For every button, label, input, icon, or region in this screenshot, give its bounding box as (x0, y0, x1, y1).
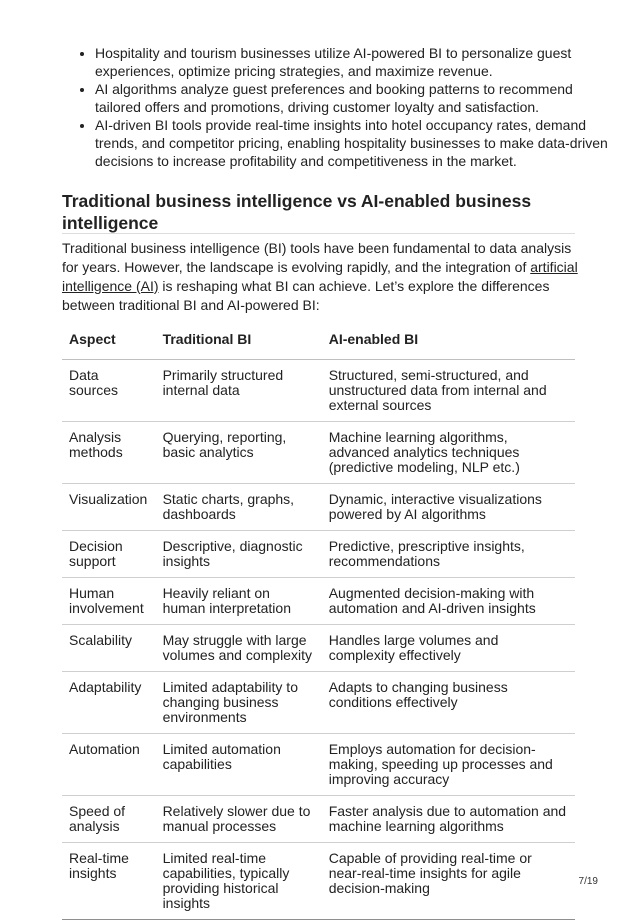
header-ai-enabled-bi: AI-enabled BI (322, 323, 575, 360)
header-aspect: Aspect (62, 323, 156, 360)
cell-traditional: Static charts, graphs, dashboards (156, 484, 322, 531)
cell-aspect: Speed of analysis (62, 796, 156, 843)
bullet-item: • AI-driven BI tools provide real-time insights into hotel occupancy rates, demand trends, and competitor pricing, enabling hospitality businesses to make data-driven decisions to increase profitability and competitiveness in the market. (95, 116, 615, 170)
cell-ai: Dynamic, interactive visualizations powered by AI algorithms (322, 484, 575, 531)
table-row (62, 360, 575, 422)
cell-traditional: Limited real-time capabilities, typically providing historical insights (156, 843, 322, 920)
cell-traditional: Relatively slower due to manual processes (156, 796, 322, 843)
cell-traditional: Primarily structured internal data (156, 360, 322, 422)
cell-aspect: Real-time insights (62, 843, 156, 920)
cell-ai: Faster analysis due to automation and machine learning algorithms (322, 796, 575, 843)
cell-aspect: Visualization (62, 484, 156, 531)
table-row (62, 578, 575, 625)
header-traditional-bi: Traditional BI (156, 323, 322, 360)
cell-aspect: Data sources (62, 360, 156, 422)
cell-ai: Machine learning algorithms, advanced analytics techniques (predictive modeling, NLP etc.) (322, 422, 575, 484)
comparison-table (62, 323, 575, 920)
table-row (62, 531, 575, 578)
cell-traditional: May struggle with large volumes and complexity (156, 625, 322, 672)
table-row (62, 734, 575, 796)
cell-traditional: Descriptive, diagnostic insights (156, 531, 322, 578)
heading-divider (62, 233, 575, 234)
cell-ai: Adapts to changing business conditions effectively (322, 672, 575, 734)
table-row (62, 843, 575, 920)
cell-ai: Structured, semi-structured, and unstructured data from internal and external sources (322, 360, 575, 422)
cell-ai: Capable of providing real-time or near-real-time insights for agile decision-making (322, 843, 575, 920)
bullet-list (62, 44, 615, 170)
cell-aspect: Adaptability (62, 672, 156, 734)
cell-traditional: Limited adaptability to changing business environments (156, 672, 322, 734)
cell-traditional: Heavily reliant on human interpretation (156, 578, 322, 625)
cell-ai: Handles large volumes and complexity effectively (322, 625, 575, 672)
section-heading: Traditional business intelligence vs AI-enabled business intelligence (62, 191, 532, 233)
intro-text-start: Traditional business intelligence (BI) tools have been fundamental to data analysis for years. However, the landscape is evolving rapidly, and the integration of (62, 240, 572, 275)
cell-aspect: Human involvement (62, 578, 156, 625)
table-header-row (62, 323, 575, 360)
page-number: 7/19 (578, 876, 598, 887)
cell-aspect: Scalability (62, 625, 156, 672)
intro-paragraph (62, 239, 582, 315)
bullet-item: • Hospitality and tourism businesses utilize AI-powered BI to personalize guest experiences, optimize pricing strategies, and maximize revenue. (95, 44, 615, 80)
table-row (62, 625, 575, 672)
cell-ai: Predictive, prescriptive insights, recommendations (322, 531, 575, 578)
cell-aspect: Automation (62, 734, 156, 796)
cell-traditional: Querying, reporting, basic analytics (156, 422, 322, 484)
cell-aspect: Analysis methods (62, 422, 156, 484)
cell-ai: Augmented decision-making with automation and AI-driven insights (322, 578, 575, 625)
bullet-item: • AI algorithms analyze guest preferences and booking patterns to recommend tailored offers and promotions, driving customer loyalty and satisfaction. (95, 80, 615, 116)
cell-ai: Employs automation for decision-making, speeding up processes and improving accuracy (322, 734, 575, 796)
ai-link[interactable]: artificial intelligence (AI) (62, 259, 578, 294)
table-row (62, 484, 575, 531)
table-row (62, 796, 575, 843)
cell-traditional: Limited automation capabilities (156, 734, 322, 796)
table-row (62, 672, 575, 734)
cell-aspect: Decision support (62, 531, 156, 578)
table-row (62, 422, 575, 484)
intro-text-end: is reshaping what BI can achieve. Let’s explore the differences between traditional BI and AI-powered BI: (62, 278, 550, 313)
